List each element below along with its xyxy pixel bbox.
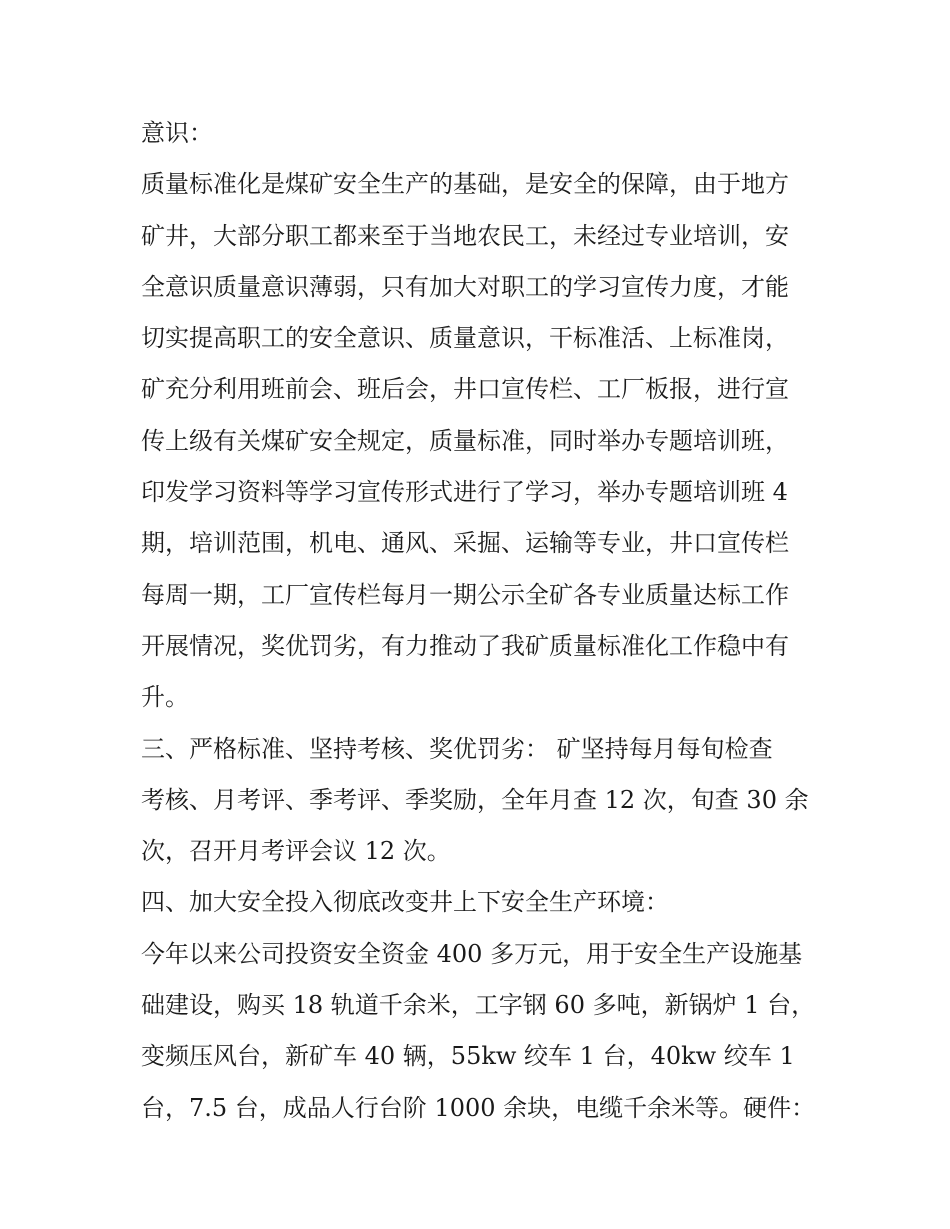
text-line-14: 考核、月考评、季考评、季奖励，全年月查 12 次，旬查 30 余 (141, 785, 809, 814)
text-line-13: 三、严格标准、坚持考核、奖优罚劣： 矿坚持每月每旬检查 (141, 734, 773, 763)
text-line-6: 矿充分利用班前会、班后会，井口宣传栏、工厂板报，进行宣 (141, 375, 789, 404)
text-line-5: 切实提高职工的安全意识、质量意识，干标准活、上标准岗， (141, 324, 789, 353)
text-line-12: 升。 (141, 683, 189, 712)
body-text (141, 108, 821, 1134)
text-line-11: 开展情况，奖优罚劣，有力推动了我矿质量标准化工作稳中有 (141, 631, 789, 660)
text-line-16: 四、加大安全投入彻底改变井上下安全生产环境： (141, 888, 669, 917)
text-line-10: 每周一期，工厂宣传栏每月一期公示全矿各专业质量达标工作 (141, 580, 789, 609)
text-line-9: 期，培训范围，机电、通风、采掘、运输等专业，井口宣传栏 (141, 529, 789, 558)
text-line-2: 质量标准化是煤矿安全生产的基础，是安全的保障，由于地方 (141, 170, 789, 199)
text-line-17: 今年以来公司投资安全资金 400 多万元，用于安全生产设施基 (141, 939, 803, 968)
text-line-1: 意识： (141, 119, 213, 147)
text-line-4: 全意识质量意识薄弱，只有加大对职工的学习宣传力度，才能 (141, 272, 789, 301)
text-line-8: 印发学习资料等学习宣传形式进行了学习，举办专题培训班 4 (141, 478, 788, 507)
text-line-3: 矿井，大部分职工都来至于当地农民工，未经过专业培训，安 (141, 221, 789, 250)
text-line-19: 变频压风台，新矿车 40 辆，55kw 绞车 1 台，40kw 绞车 1 (141, 1042, 795, 1071)
text-line-7: 传上级有关煤矿安全规定，质量标准，同时举办专题培训班， (141, 426, 789, 455)
text-line-20: 台，7.5 台，成品人行台阶 1000 余块，电缆千余米等。硬件： (141, 1093, 816, 1122)
text-line-18: 础建设，购买 18 轨道千余米，工字钢 60 多吨，新锅炉 1 台， (141, 991, 816, 1020)
text-line-15: 次，召开月考评会议 12 次。 (141, 837, 451, 866)
